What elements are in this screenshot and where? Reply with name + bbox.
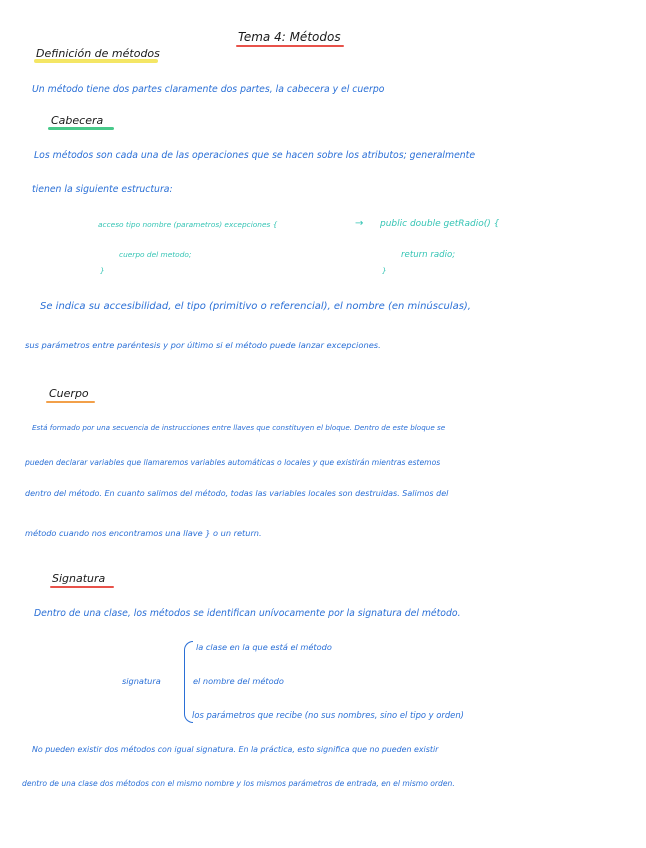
cabecera-highlight <box>48 127 114 130</box>
signatura-label: signatura <box>122 676 161 686</box>
cuerpo-line-2: pueden declarar variables que llamaremos variables automáticas o locales y que existirán mientras estemos <box>25 458 441 467</box>
cuerpo-underline <box>46 401 95 403</box>
code-left-2: cuerpo del metodo; <box>119 250 192 259</box>
signatura-line-2: dentro de una clase dos métodos con el mismo nombre y los mismos parámetros de entrada, en el mismo orden. <box>22 779 455 788</box>
cabecera-line-4: sus parámetros entre paréntesis y por último si el método puede lanzar excepciones. <box>25 340 381 350</box>
signatura-item-1: la clase en la que está el método <box>196 642 332 652</box>
code-arrow: → <box>355 218 364 229</box>
cuerpo-line-4: método cuando nos encontramos una llave } o un return. <box>25 528 262 538</box>
code-left-1: acceso tipo nombre (parametros) excepciones { <box>98 220 278 229</box>
cabecera-heading: Cabecera <box>51 114 104 127</box>
signatura-item-3: los parámetros que recibe (no sus nombres, sino el tipo y orden) <box>192 710 464 720</box>
signatura-heading: Signatura <box>52 572 106 585</box>
title-underline <box>236 45 344 47</box>
cuerpo-heading: Cuerpo <box>49 387 89 400</box>
signatura-intro: Dentro de una clase, los métodos se identifican unívocamente por la signatura del método. <box>34 608 461 619</box>
signatura-line-1: No pueden existir dos métodos con igual signatura. En la práctica, esto significa que no pueden existir <box>32 745 439 754</box>
cuerpo-line-1: Está formado por una secuencia de instrucciones entre llaves que constituyen el bloque. Dentro de este bloque se <box>32 423 446 432</box>
code-right-1: public double getRadio() { <box>380 219 500 229</box>
code-left-3: } <box>100 266 105 275</box>
cabecera-line-2: tienen la siguiente estructura: <box>32 184 173 195</box>
signatura-underline <box>50 586 114 588</box>
cuerpo-line-3: dentro del método. En cuanto salimos del método, todas las variables locales son destruidas. Salimos del <box>25 489 449 498</box>
code-right-2: return radio; <box>401 250 456 260</box>
definicion-text: Un método tiene dos partes claramente dos partes, la cabecera y el cuerpo <box>32 84 385 95</box>
cabecera-line-1: Los métodos son cada una de las operaciones que se hacen sobre los atributos; generalmente <box>34 150 476 161</box>
definicion-heading: Definición de métodos <box>36 47 160 60</box>
code-right-3: } <box>382 266 387 275</box>
signatura-item-2: el nombre del método <box>193 676 284 686</box>
page-title: Tema 4: Métodos <box>238 30 341 44</box>
cabecera-line-3: Se indica su accesibilidad, el tipo (primitivo o referencial), el nombre (en minúsculas), <box>40 301 471 312</box>
